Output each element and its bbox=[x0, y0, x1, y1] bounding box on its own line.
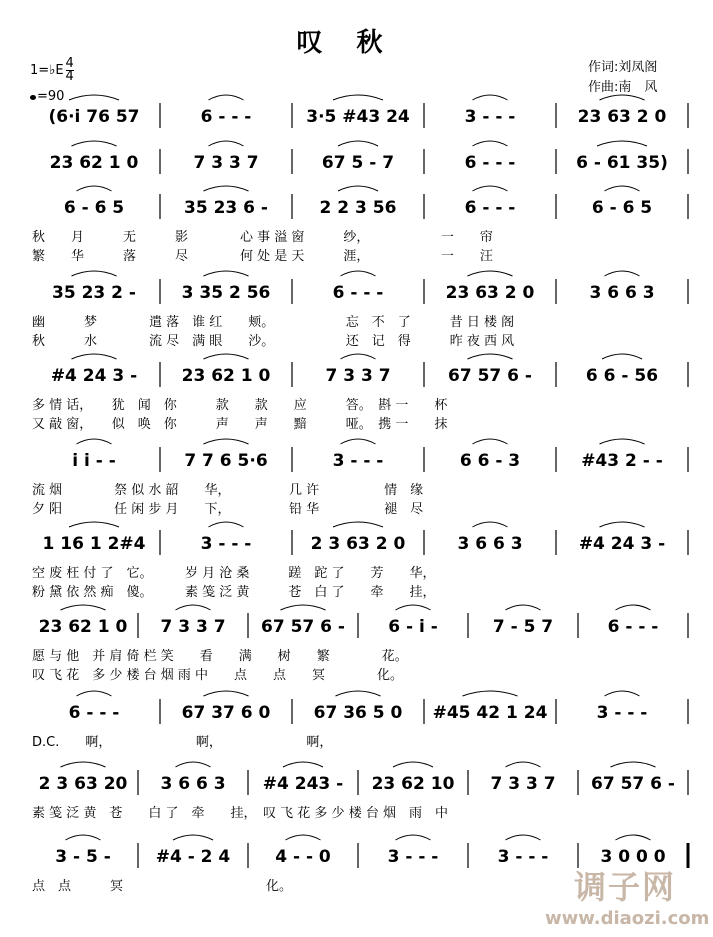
slur bbox=[77, 691, 112, 696]
slur bbox=[341, 271, 376, 276]
lyric-line: D.C. 啊， 啊， 啊， bbox=[32, 735, 333, 750]
slur bbox=[286, 835, 321, 840]
lyric-line: 夕 阳 任 闲 步 月 下， 铅 华 褪 尽 bbox=[32, 502, 424, 517]
measure: 7 3 3 7 bbox=[193, 153, 259, 173]
lyric-line: 素 笺 泛 黄 苍 白 了 牵 挂， 叹 飞 花 多 少 楼 台 烟 雨 中 bbox=[32, 806, 448, 821]
key-tone: 1= bbox=[30, 63, 50, 78]
measure: 6 - - - bbox=[607, 617, 659, 637]
measure: 1 16 1 2#4 bbox=[42, 534, 146, 554]
measure: 6 - - - bbox=[464, 198, 516, 218]
lyric-line: 繁 华 落 尽 何 处 是 天 涯， 一 汪 bbox=[32, 249, 493, 264]
measure: 35 23 6 - bbox=[184, 198, 268, 218]
measure: 3 - - - bbox=[497, 847, 549, 867]
measure: 6 - - - bbox=[68, 703, 120, 723]
measure: 7 7 6 5·6 bbox=[184, 451, 268, 471]
slur bbox=[473, 522, 508, 527]
slur bbox=[72, 141, 117, 146]
slur bbox=[69, 95, 119, 100]
measure: 3 6 6 3 bbox=[457, 534, 523, 554]
measure: 4 - - 0 bbox=[275, 847, 331, 867]
slur bbox=[69, 522, 119, 527]
slur bbox=[602, 354, 642, 359]
slur bbox=[209, 522, 244, 527]
slur bbox=[209, 95, 244, 100]
slur bbox=[66, 835, 101, 840]
slur bbox=[204, 691, 249, 696]
measure: 3 - - - bbox=[332, 451, 384, 471]
measure: 6 - 6 5 bbox=[63, 198, 125, 218]
measure: (6·i 76 57 bbox=[48, 107, 140, 127]
measure: 2 2 3 56 bbox=[319, 198, 397, 218]
slur bbox=[396, 835, 431, 840]
slur bbox=[204, 271, 249, 276]
measure: 6 - - - bbox=[200, 107, 252, 127]
lyric-line: 点 点 冥 化。 bbox=[32, 879, 293, 894]
lyricist: 作词:刘凤阁 bbox=[588, 60, 658, 75]
measure: 6 6 - 3 bbox=[459, 451, 521, 471]
slur bbox=[600, 439, 645, 444]
measure: #43 2 - - bbox=[581, 451, 663, 471]
slur bbox=[393, 762, 433, 767]
slur bbox=[463, 691, 518, 696]
measure: 3 - - - bbox=[200, 534, 252, 554]
slur bbox=[61, 762, 106, 767]
slur bbox=[336, 691, 381, 696]
tempo: =90 bbox=[37, 89, 65, 104]
measure: 6 - i - bbox=[388, 617, 438, 637]
slur bbox=[61, 605, 106, 610]
measure: #4 24 3 - bbox=[50, 366, 138, 386]
lyric-line: 叹 飞 花 多 少 楼 台 烟 雨 中 点 点 冥 化。 bbox=[32, 668, 404, 683]
measure: 67 57 6 - bbox=[261, 617, 345, 637]
slur bbox=[597, 141, 647, 146]
slur bbox=[333, 522, 383, 527]
measure: #4 - 2 4 bbox=[155, 847, 231, 867]
slur bbox=[605, 186, 640, 191]
measure: 67 57 6 - bbox=[448, 366, 532, 386]
slur bbox=[338, 186, 378, 191]
slur bbox=[473, 95, 508, 100]
slur bbox=[473, 439, 508, 444]
measure: 3 - - - bbox=[464, 107, 516, 127]
watermark-site: 调子网 bbox=[573, 868, 676, 906]
slur bbox=[173, 835, 213, 840]
composer: 作曲:南 风 bbox=[588, 80, 658, 95]
flat-sign: ♭ bbox=[49, 63, 56, 78]
measure: 3 35 2 56 bbox=[181, 283, 271, 303]
slur bbox=[72, 271, 117, 276]
watermark-url: www.diaozi.com bbox=[545, 908, 710, 929]
slur bbox=[176, 762, 211, 767]
slur bbox=[605, 691, 640, 696]
slur bbox=[473, 141, 508, 146]
measure: 2 3 63 2 0 bbox=[310, 534, 406, 554]
slur bbox=[616, 605, 651, 610]
measure: 23 62 10 bbox=[371, 774, 455, 794]
measure: 23 63 2 0 bbox=[577, 107, 667, 127]
measure: 35 23 2 - bbox=[52, 283, 136, 303]
measure: 7 3 3 7 bbox=[490, 774, 556, 794]
measure: 2 3 63 20 bbox=[38, 774, 128, 794]
measure: 3 6 6 3 bbox=[160, 774, 226, 794]
measure: 7 - 5 7 bbox=[492, 617, 554, 637]
slur bbox=[341, 354, 376, 359]
slur bbox=[600, 522, 645, 527]
measure: 23 62 1 0 bbox=[49, 153, 139, 173]
slur bbox=[209, 141, 244, 146]
measure: 23 62 1 0 bbox=[38, 617, 128, 637]
lyric-line: 幽 梦 遣 落 谁 红 颊。 忘 不 了 昔 日 楼 阁 bbox=[32, 315, 515, 330]
lyric-line: 秋 水 流 尽 满 眼 沙。 还 记 得 昨 夜 西 风 bbox=[32, 334, 515, 349]
slur bbox=[611, 762, 656, 767]
slur bbox=[396, 605, 431, 610]
slur bbox=[341, 439, 376, 444]
measure: 3 0 0 0 bbox=[600, 847, 666, 867]
beat-bottom: 4 bbox=[65, 69, 74, 84]
slur bbox=[338, 141, 378, 146]
slur bbox=[616, 835, 651, 840]
slur bbox=[204, 439, 249, 444]
measure: 7 3 3 7 bbox=[325, 366, 391, 386]
slur bbox=[204, 186, 249, 191]
measure: #45 42 1 24 bbox=[432, 703, 548, 723]
lyric-line: 流 烟 祭 似 水 韶 华， 几 许 情 缘 bbox=[32, 483, 424, 498]
measure: 67 36 5 0 bbox=[313, 703, 403, 723]
lyric-line: 粉 黛 依 然 痴 傻。 素 笺 泛 黄 苍 白 了 牵 挂， bbox=[32, 585, 436, 600]
slur bbox=[333, 95, 383, 100]
slur bbox=[77, 439, 112, 444]
measure: 3 - 5 - bbox=[55, 847, 111, 867]
measure: #4 24 3 - bbox=[578, 534, 666, 554]
slur bbox=[468, 271, 513, 276]
measure: 6 - - - bbox=[464, 153, 516, 173]
measure: 3 6 6 3 bbox=[589, 283, 655, 303]
watermark bbox=[545, 862, 710, 929]
lyric-line: 秋 月 无 影 心 事 溢 窗 纱， 一 帘 bbox=[32, 230, 493, 245]
measure: 3 - - - bbox=[596, 703, 648, 723]
measure: 6 - 61 35) bbox=[576, 153, 668, 173]
title: 叹秋 bbox=[296, 28, 417, 58]
slur bbox=[506, 762, 541, 767]
measure: 6 6 - 56 bbox=[585, 366, 659, 386]
lyric-line: 空 废 枉 付 了 它。 岁 月 沧 桑 蹉 跎 了 芳 华， bbox=[32, 566, 436, 581]
slur bbox=[468, 354, 513, 359]
measure: #4 243 - bbox=[262, 774, 344, 794]
slur bbox=[176, 605, 211, 610]
measure: 23 62 1 0 bbox=[181, 366, 271, 386]
measure: 67 57 6 - bbox=[591, 774, 675, 794]
lyric-line: 又 敲 窗， 似 唤 你 声 声 黯 哑。 携 一 抹 bbox=[32, 417, 448, 432]
key-note: E bbox=[55, 63, 64, 78]
slur bbox=[600, 95, 645, 100]
beat-top: 4 bbox=[65, 56, 74, 71]
measure: 6 - 6 5 bbox=[591, 198, 653, 218]
measure: 3·5 #43 24 bbox=[306, 107, 410, 127]
measure: 6 - - - bbox=[332, 283, 384, 303]
slur bbox=[605, 271, 640, 276]
slur bbox=[281, 605, 326, 610]
measure: 23 63 2 0 bbox=[445, 283, 535, 303]
measure: 3 - - - bbox=[387, 847, 439, 867]
slur bbox=[72, 354, 117, 359]
slur bbox=[506, 605, 541, 610]
measure: i i - - bbox=[72, 451, 116, 471]
measure: 7 3 3 7 bbox=[160, 617, 226, 637]
measure: 67 5 - 7 bbox=[321, 153, 395, 173]
lyric-line: 愿 与 他 并 肩 倚 栏 笑 看 满 树 繁 花。 bbox=[32, 649, 408, 664]
slur bbox=[506, 835, 541, 840]
measure: 67 37 6 0 bbox=[181, 703, 271, 723]
lyric-line: 多 情 话， 犹 闻 你 款 款 应 答。 斟 一 杯 bbox=[32, 398, 448, 413]
slur bbox=[283, 762, 323, 767]
slur bbox=[204, 354, 249, 359]
slur bbox=[77, 186, 112, 191]
slur bbox=[473, 186, 508, 191]
